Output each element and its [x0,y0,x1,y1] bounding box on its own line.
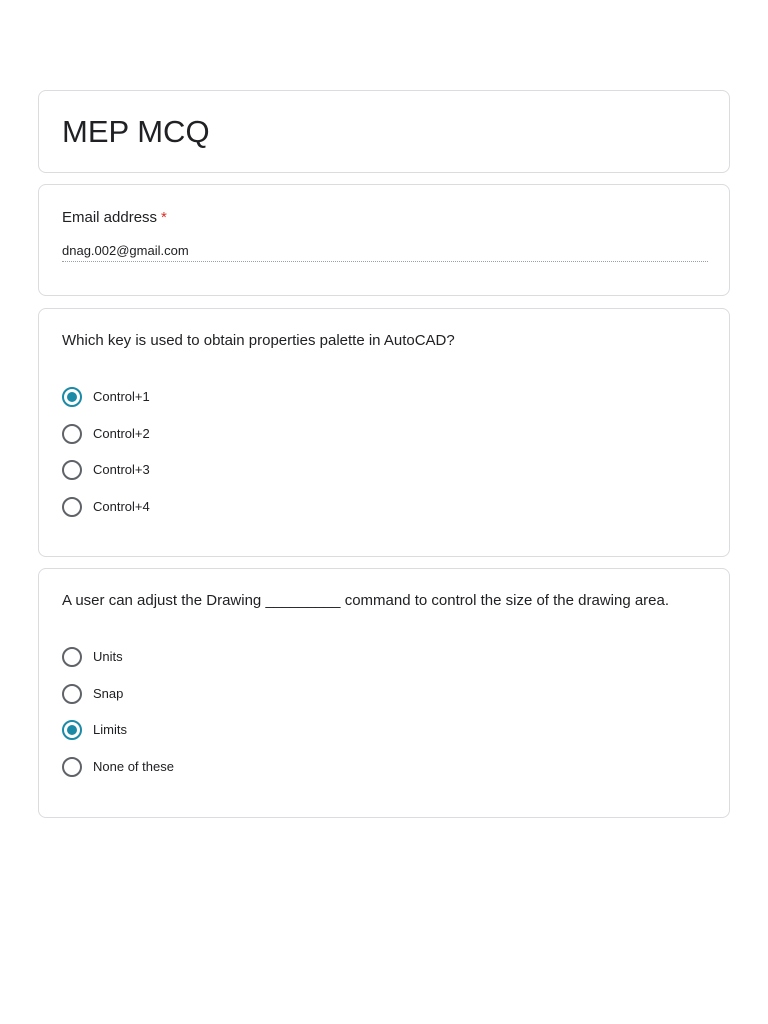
required-asterisk: * [161,209,167,226]
email-label [62,208,167,228]
radio-unchecked-icon[interactable] [62,424,82,444]
option-label: Snap [93,685,124,701]
question-title-2: A user can adjust the Drawing _________ command to control the size of the drawing area. [62,592,670,609]
radio-unchecked-icon[interactable] [62,497,82,517]
radio-unchecked-icon[interactable] [62,460,82,480]
form-title: MEP MCQ [62,114,210,149]
form-header-card [38,90,730,173]
question-card-1 [38,308,730,557]
option-label: Control+2 [93,425,150,441]
radio-unchecked-icon[interactable] [62,757,82,777]
option-label: Control+1 [93,389,150,404]
email-question-card [38,184,730,296]
option-label: None of these [93,758,174,774]
question-title-1: Which key is used to obtain properties palette in AutoCAD? [62,332,455,349]
option-label: Units [93,649,123,664]
email-label-text: Email address [62,209,158,226]
option-label: Control+3 [93,462,150,477]
radio-unchecked-icon[interactable] [62,684,82,704]
option-label: Control+4 [93,498,150,514]
radio-checked-icon[interactable] [62,720,82,740]
email-field[interactable]: dnag.002@gmail.com [62,242,708,262]
radio-unchecked-icon[interactable] [62,647,82,667]
radio-checked-icon[interactable] [62,387,82,407]
option-label: Limits [93,722,127,737]
question-card-2 [38,568,730,818]
